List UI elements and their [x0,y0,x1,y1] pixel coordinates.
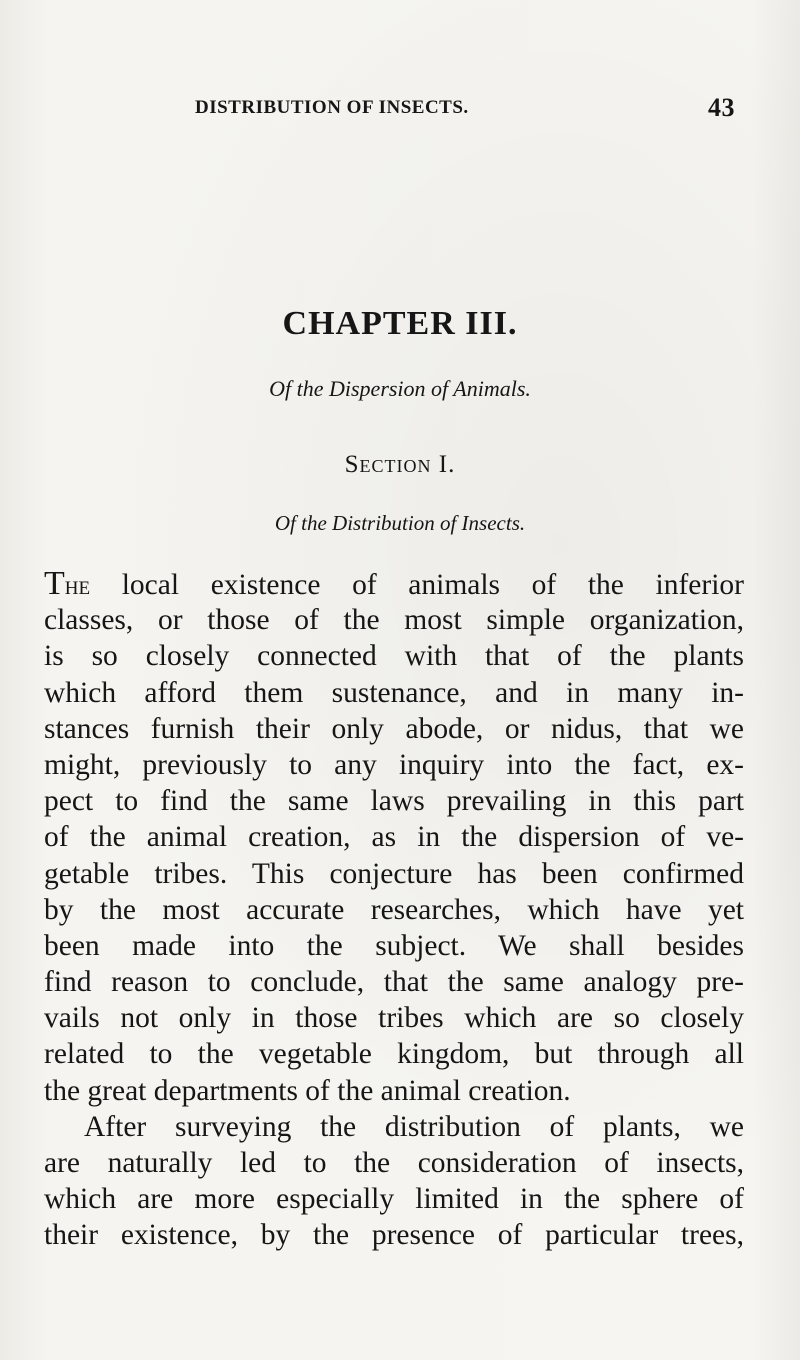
text-line: pect to find the same laws prevailing in this part [44,785,744,818]
text-line-paragraph-start: After surveying the distribution of plants, we [84,1110,744,1143]
text-line: by the most accurate researches, which have yet [44,893,744,926]
text-line-paragraph-end: the great departments of the animal creation. [44,1074,571,1107]
chapter-subtitle: Of the Dispersion of Animals. [269,376,531,401]
text-line: which afford them sustenance, and in many in- [44,676,744,709]
page-number: 43 [708,93,735,122]
section-subtitle: Of the Distribution of Insects. [274,511,526,535]
text-line: been made into the subject. We shall besides [44,929,744,962]
drop-cap: T [44,565,65,602]
text-line: are naturally led to the consideration of insects, [44,1147,744,1179]
body-text [44,566,744,1254]
text-line: vails not only in those tribes which are so closely [44,1002,744,1035]
text-line: their existence, by the presence of particular trees, [44,1219,744,1252]
text-line: classes, or those of the most simple organization, [44,604,744,637]
text-line: might, previously to any inquiry into the fact, ex- [44,748,744,781]
chapter-title: CHAPTER III. [282,305,518,342]
text-line: stances furnish their only abode, or nidus, that we [44,712,744,745]
text-line: is so closely connected with that of the plants [44,640,744,673]
running-title: DISTRIBUTION OF INSECTS. [195,97,469,118]
text-line: of the animal creation, as in the dispersion of ve- [44,821,744,854]
text-line: which are more especially limited in the sphere of [44,1183,744,1216]
text-line: related to the vegetable kingdom, but through all [44,1038,744,1071]
text-line-1-rest: local existence of animals of the inferior [90,569,744,601]
text-line-1 [44,566,744,602]
text-line: find reason to conclude, that the same analogy pre- [44,966,744,999]
text-line: getable tribes. This conjecture has been confirmed [44,857,744,890]
section-heading: Section I. [344,451,456,478]
first-word-small-caps: he [64,570,91,600]
